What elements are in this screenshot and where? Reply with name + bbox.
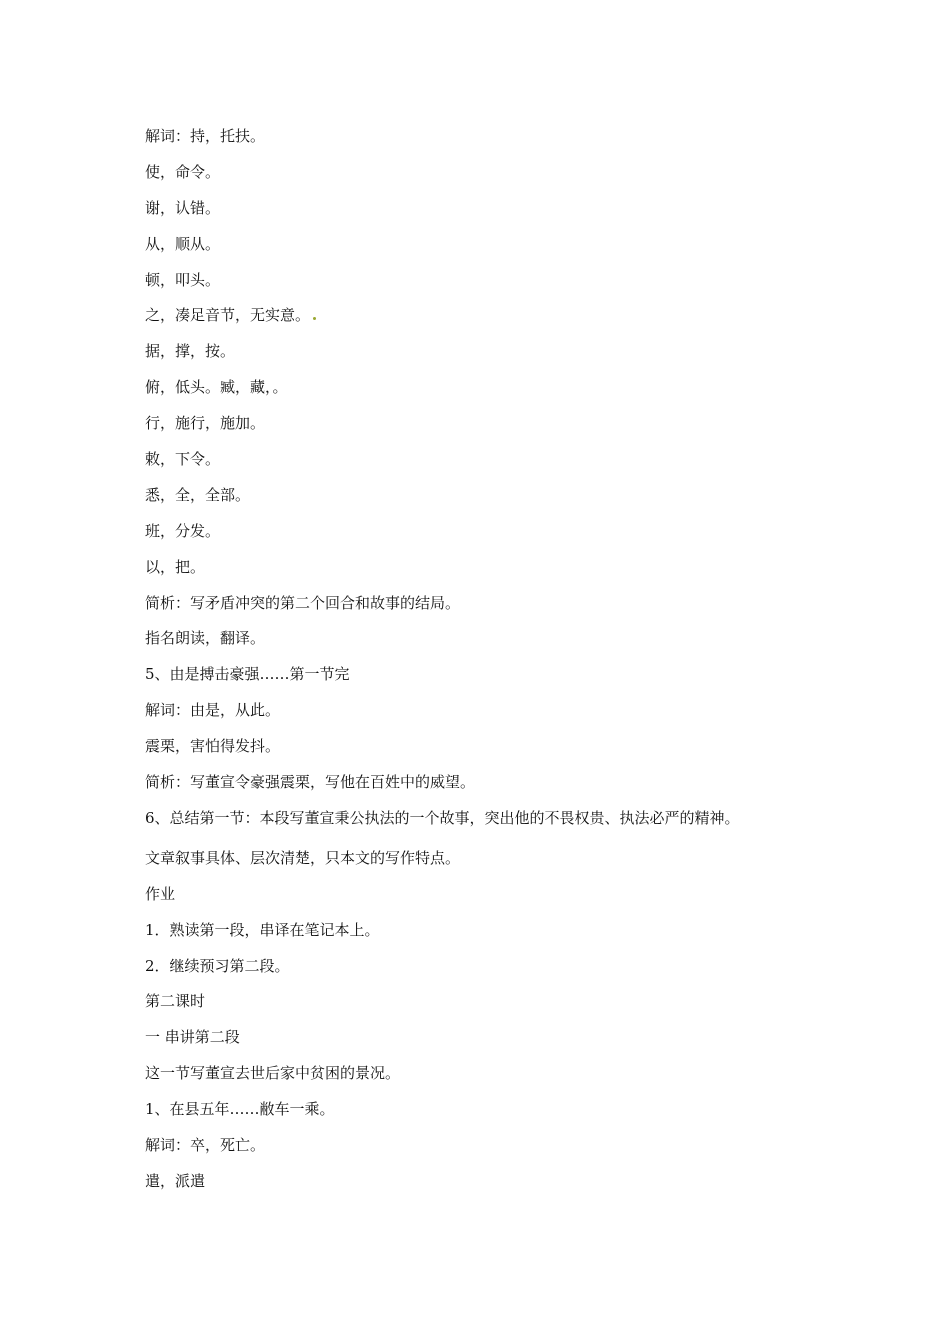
text-line: 1、在县五年……敝车一乘。 xyxy=(145,1100,335,1119)
text-line: 行，施行，施加。 xyxy=(145,414,266,433)
text-line: 敕，下令。 xyxy=(145,450,221,469)
text-line: 解词：卒，死亡。 xyxy=(145,1136,266,1155)
green-dot-mark xyxy=(313,317,316,320)
text-line: 2．继续预习第二段。 xyxy=(145,956,290,975)
section-heading: 作业 xyxy=(145,884,176,903)
text-line: 解词：持，托扶。 xyxy=(145,127,266,145)
text-line: 6、总结第一节：本段写董宣秉公执法的一个故事，突出他的不畏权贵、执法必严的精神。 xyxy=(145,808,740,827)
text-line: 使，命令。 xyxy=(145,162,221,181)
text-line: 遣，派遣 xyxy=(145,1171,206,1190)
text-line: 简析：写董宣令豪强震栗，写他在百姓中的威望。 xyxy=(145,773,476,792)
text-line: 5、由是搏击豪强……第一节完 xyxy=(145,665,350,684)
document-body xyxy=(145,122,825,1203)
text-line: 这一节写董宣去世后家中贫困的景况。 xyxy=(145,1064,401,1083)
text-line: 顿，叩头。 xyxy=(145,270,221,289)
text-line: 简析：写矛盾冲突的第二个回合和故事的结局。 xyxy=(145,593,461,612)
text-line: 1．熟读第一段，串译在笔记本上。 xyxy=(145,920,380,939)
text-line: 谢，认错。 xyxy=(145,198,221,217)
text-line: 震栗，害怕得发抖。 xyxy=(145,737,281,756)
text-line: 班，分发。 xyxy=(145,521,221,540)
section-heading: 一 串讲第二段 xyxy=(145,1028,240,1047)
text-line: 指名朗读，翻译。 xyxy=(145,629,266,648)
text-line-with-mark xyxy=(145,301,825,337)
text-line: 解词：由是，从此。 xyxy=(145,701,281,720)
text-line: 文章叙事具体、层次清楚，只本文的写作特点。 xyxy=(145,848,461,867)
section-heading: 第二课时 xyxy=(145,992,206,1011)
text-line: 以，把。 xyxy=(145,557,206,576)
text-line: 从，顺从。 xyxy=(145,234,221,253)
text-line: 之，凑足音节，无实意。 xyxy=(145,306,311,325)
text-line: 悉，全，全部。 xyxy=(145,485,251,504)
text-line: 据，撑，按。 xyxy=(145,342,236,361)
text-line: 俯，低头。臧，藏，。 xyxy=(145,378,288,397)
